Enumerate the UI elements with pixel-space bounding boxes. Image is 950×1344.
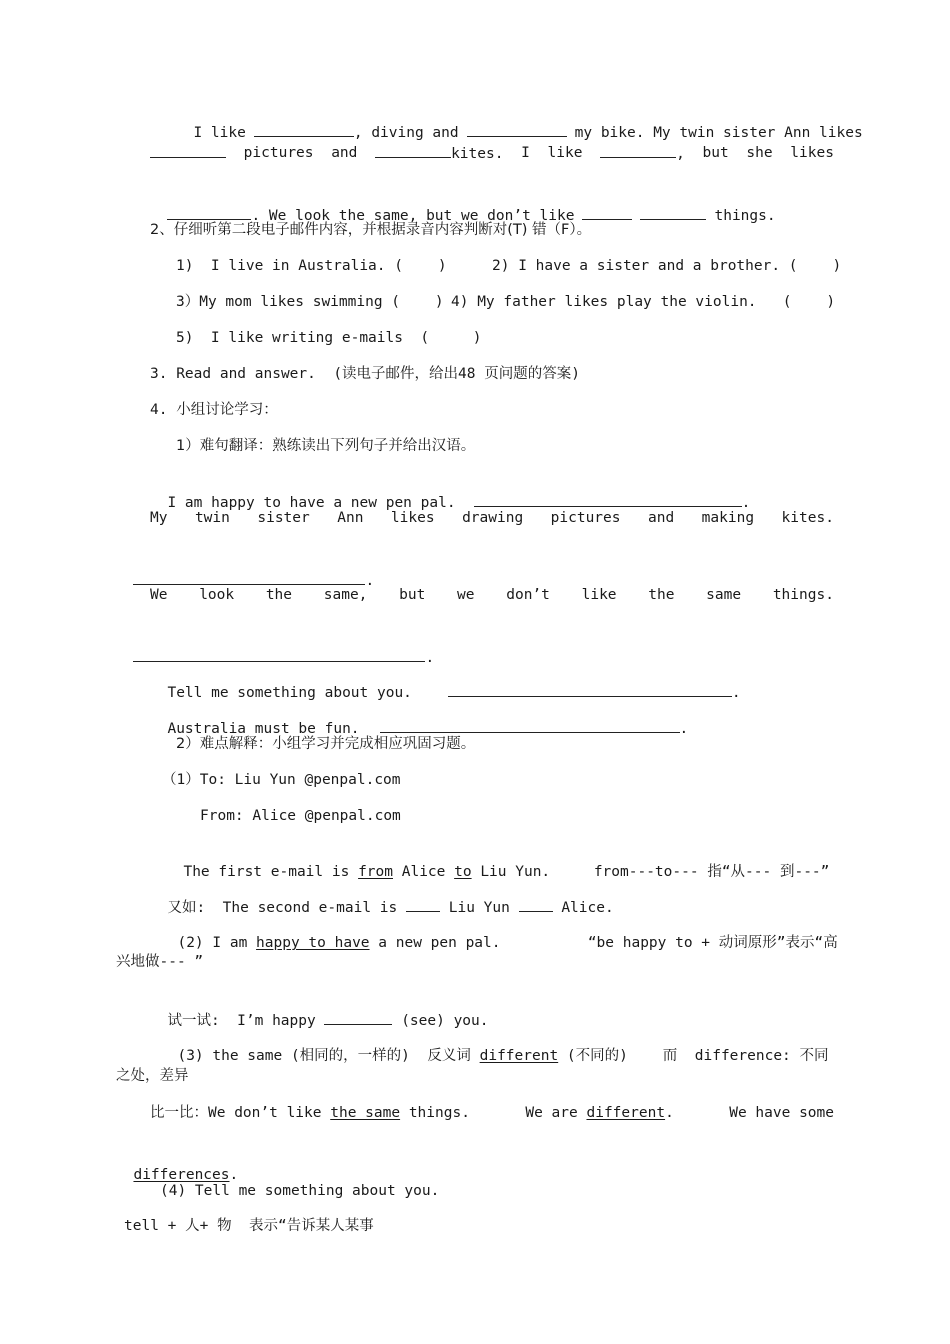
tf-item-2: 2) I have a sister and a brother. ( ) bbox=[492, 258, 842, 274]
section4-sub2: 2）难点解释：小组学习并完成相应巩固习题。 bbox=[176, 736, 476, 752]
underlined-word: from bbox=[358, 864, 393, 880]
underlined-word: to bbox=[454, 864, 472, 880]
period: . bbox=[741, 495, 751, 511]
underlined-phrase: happy to have bbox=[256, 935, 370, 951]
sentence-text: Tell me something about you. bbox=[167, 685, 412, 701]
translation-blank[interactable] bbox=[474, 492, 742, 507]
underlined-word: differences bbox=[133, 1167, 230, 1183]
text: (see) you. bbox=[401, 1013, 489, 1029]
text: from---to--- 指“从--- 到---” bbox=[593, 864, 830, 880]
point4-rule: tell + 人+ 物 表示“告诉某人某事 bbox=[124, 1218, 374, 1234]
text: things. bbox=[714, 208, 776, 224]
text: I like bbox=[193, 125, 246, 141]
word: but bbox=[399, 587, 426, 603]
text: things. bbox=[408, 1105, 470, 1121]
text: 比一比：We don’t like bbox=[150, 1105, 322, 1121]
text: I bbox=[521, 145, 530, 161]
answer-blank[interactable] bbox=[167, 205, 251, 220]
point3 bbox=[160, 1026, 829, 1066]
answer-blank[interactable] bbox=[640, 205, 706, 220]
word: the bbox=[648, 587, 675, 603]
text: We are bbox=[525, 1105, 578, 1121]
answer-blank[interactable] bbox=[254, 122, 354, 137]
word: we bbox=[457, 587, 475, 603]
point2-cont: 兴地做--- ” bbox=[116, 954, 204, 970]
text: The first e-mail is bbox=[183, 864, 350, 880]
word: and bbox=[647, 510, 675, 526]
point2-try bbox=[150, 990, 489, 1031]
answer-blank[interactable] bbox=[582, 205, 632, 220]
translation-blank[interactable] bbox=[380, 718, 680, 733]
section4-heading: 4. 小组讨论学习： bbox=[150, 402, 278, 418]
word: the bbox=[265, 587, 293, 603]
fill-line-2 bbox=[150, 143, 834, 164]
answer-blank[interactable] bbox=[519, 897, 553, 912]
underlined-word: different bbox=[479, 1048, 559, 1064]
tf-item-4: 4) My father likes play the violin. ( ) bbox=[451, 294, 836, 310]
text: and bbox=[331, 145, 358, 161]
sentence-4 bbox=[150, 662, 741, 703]
text: kites. bbox=[451, 146, 504, 162]
answer-blank[interactable] bbox=[150, 143, 226, 158]
text: Liu Yun bbox=[448, 900, 510, 916]
word: making bbox=[701, 510, 755, 526]
word: sister bbox=[257, 510, 310, 526]
text: . We look the same, but we don’t like bbox=[251, 208, 575, 224]
fill-line-1 bbox=[176, 102, 863, 143]
point2 bbox=[160, 913, 838, 953]
sentence-5 bbox=[150, 698, 688, 739]
text: 试一试: I’m happy bbox=[167, 1013, 316, 1029]
period: . bbox=[425, 650, 435, 666]
text: . bbox=[665, 1105, 674, 1121]
text: she bbox=[746, 145, 773, 161]
word: things. bbox=[772, 587, 834, 603]
text: (3) the same (相同的，一样的) 反义词 bbox=[177, 1048, 471, 1064]
text: . bbox=[229, 1167, 239, 1183]
sentence-text: I am happy to have a new pen pal. bbox=[167, 495, 456, 511]
word: same, bbox=[323, 587, 368, 603]
point3-compare-cont bbox=[116, 1145, 238, 1185]
text: Alice bbox=[401, 864, 446, 880]
point1-try bbox=[150, 877, 614, 918]
text: (不同的) 而 difference: 不同 bbox=[566, 1048, 829, 1064]
answer-blank[interactable] bbox=[406, 897, 440, 912]
answer-blank[interactable] bbox=[467, 122, 567, 137]
section4-sub1: 1）难句翻译：熟练读出下列句子并给出汉语。 bbox=[176, 438, 476, 454]
word: We bbox=[150, 587, 168, 603]
underlined-phrase: the same bbox=[330, 1105, 401, 1121]
sentence-1 bbox=[150, 472, 750, 513]
section3-heading: 3. Read and answer. (读电子邮件，给出48 页问题的答案) bbox=[150, 366, 580, 382]
sentence-3 bbox=[150, 585, 834, 605]
point4: (4) Tell me something about you. bbox=[160, 1183, 440, 1199]
period: . bbox=[365, 573, 375, 589]
word: likes bbox=[390, 510, 435, 526]
text: pictures bbox=[243, 145, 314, 161]
point1-from: From: Alice @penpal.com bbox=[200, 808, 401, 824]
translation-blank[interactable] bbox=[448, 682, 732, 697]
text: (2) I am bbox=[177, 935, 248, 951]
text: Liu Yun. bbox=[480, 864, 551, 880]
point3-cont: 之处，差异 bbox=[116, 1068, 189, 1084]
tf-item-1: 1) I live in Australia. ( ) bbox=[176, 258, 447, 274]
word: twin bbox=[194, 510, 230, 526]
word: like bbox=[581, 587, 617, 603]
point3-compare bbox=[150, 1103, 834, 1123]
word: My bbox=[150, 510, 168, 526]
word: same bbox=[706, 587, 742, 603]
text: like bbox=[547, 145, 583, 161]
word: Ann bbox=[337, 510, 364, 526]
answer-blank[interactable] bbox=[324, 1010, 392, 1025]
underlined-word: different bbox=[586, 1105, 666, 1121]
text: , bbox=[676, 146, 685, 162]
word: drawing bbox=[462, 510, 524, 526]
translation-blank[interactable] bbox=[133, 570, 365, 585]
text: my bike. My twin sister Ann likes bbox=[574, 125, 863, 141]
section2-heading: 2、仔细听第二段电子邮件内容，并根据录音内容判断对(T) 错（F）。 bbox=[150, 222, 592, 238]
word: kites. bbox=[781, 510, 834, 526]
text: likes bbox=[790, 145, 834, 161]
text: “be happy to + 动词原形”表示“高 bbox=[587, 935, 838, 951]
tf-item-5: 5) I like writing e-mails ( ) bbox=[176, 330, 482, 346]
text: a new pen pal. bbox=[378, 935, 501, 951]
sentence-2 bbox=[150, 508, 834, 528]
period: . bbox=[679, 721, 689, 737]
tf-item-3: 3）My mom likes swimming ( ) bbox=[176, 294, 444, 310]
word: don’t bbox=[506, 587, 550, 603]
point1-to: （1）To: Liu Yun @penpal.com bbox=[162, 772, 401, 788]
translation-blank[interactable] bbox=[133, 647, 425, 662]
answer-blank[interactable] bbox=[600, 143, 676, 158]
text: but bbox=[702, 145, 729, 161]
sentence-text: Australia must be fun. bbox=[167, 721, 360, 737]
point1-example bbox=[166, 842, 829, 882]
text: Alice. bbox=[561, 900, 614, 916]
word: look bbox=[199, 587, 235, 603]
period: . bbox=[731, 685, 741, 701]
text: 又如: The second e-mail is bbox=[167, 900, 398, 916]
word: pictures bbox=[550, 510, 621, 526]
text: , diving and bbox=[353, 125, 459, 141]
text: We have some bbox=[729, 1105, 834, 1121]
answer-blank[interactable] bbox=[375, 143, 451, 158]
